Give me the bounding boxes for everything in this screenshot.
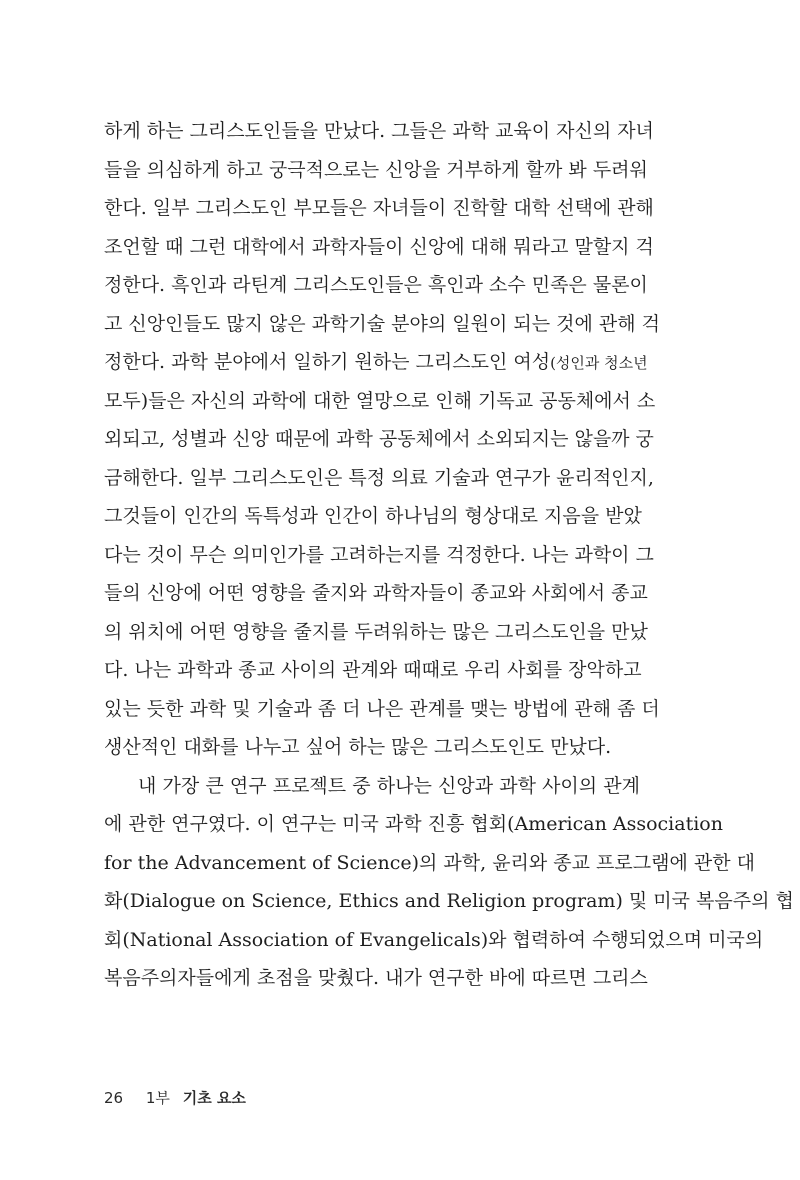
text-line: 의 위치에 어떤 영향을 줄지를 두려워하는 많은 그리스도인을 만났 [104,620,648,643]
text-line: 그것들이 인간의 독특성과 인간이 하나님의 형상대로 지음을 받았 [104,505,642,527]
text-line: 외되고, 성별과 신앙 때문에 과학 공동체에서 소외되지는 않을까 궁 [104,428,654,450]
text-line: 생산적인 대화를 나누고 싶어 하는 많은 그리스도인도 만났다. [104,736,612,758]
text-line: 조언할 때 그런 대학에서 과학자들이 신앙에 대해 뭐라고 말할지 걱 [104,235,654,258]
text-line: for the Advancement of Science)의 과학, 윤리와 종교 프로그램에 관한 대 [104,851,755,874]
text-line: 고 신앙인들도 많지 않은 과학기술 분야의 일원이 되는 것에 관해 걱 [104,312,660,335]
text-line: 내 가장 큰 연구 프로젝트 중 하나는 신앙과 과학 사이의 관계 [138,774,640,797]
text-line-main: 정한다. 과학 분야에서 일하기 원하는 그리스도인 여성 [104,351,551,373]
text-line: 화(Dialogue on Science, Ethics and Religion program) 및 미국 복음주의 협 [104,890,794,912]
text-line: 에 관한 연구였다. 이 연구는 미국 과학 진흥 협회(American Association [104,813,723,835]
text-line: 하게 하는 그리스도인들을 만났다. 그들은 과학 교육이 자신의 자녀 [104,120,654,142]
part-label: 1부 [145,1089,170,1107]
text-line-small-note: (성인과 청소년 [550,354,648,372]
text-line: 다. 나는 과학과 종교 사이의 관계와 때때로 우리 사회를 장악하고 [104,659,642,681]
page-footer [104,1087,246,1108]
text-line: 금해한다. 일부 그리스도인은 특정 의료 기술과 연구가 윤리적인지, [104,466,654,489]
text-line: 회(National Association of Evangelicals)와 협력하여 수행되었으며 미국의 [104,928,764,951]
text-line [104,343,648,382]
text-line: 다는 것이 무슨 의미인가를 고려하는지를 걱정한다. 나는 과학이 그 [104,543,654,566]
page-number: 26 [104,1089,124,1107]
text-line: 들을 의심하게 하고 궁극적으로는 신앙을 거부하게 할까 봐 두려워 [104,158,648,181]
text-line: 있는 듯한 과학 및 기술과 좀 더 나은 관계를 맺는 방법에 관해 좀 더 [104,697,660,720]
chapter-title: 기초 요소 [182,1089,246,1107]
text-line: 복음주의자들에게 초점을 맞췄다. 내가 연구한 바에 따르면 그리스 [104,967,648,989]
text-line: 정한다. 흑인과 라틴계 그리스도인들은 흑인과 소수 민족은 물론이 [104,274,648,296]
body-text [104,112,794,998]
text-line: 한다. 일부 그리스도인 부모들은 자녀들이 진학할 대학 선택에 관해 [104,197,654,219]
text-line: 들의 신앙에 어떤 영향을 줄지와 과학자들이 종교와 사회에서 종교 [104,582,648,604]
text-line: 모두)들은 자신의 과학에 대한 열망으로 인해 기독교 공동체에서 소 [104,389,656,412]
